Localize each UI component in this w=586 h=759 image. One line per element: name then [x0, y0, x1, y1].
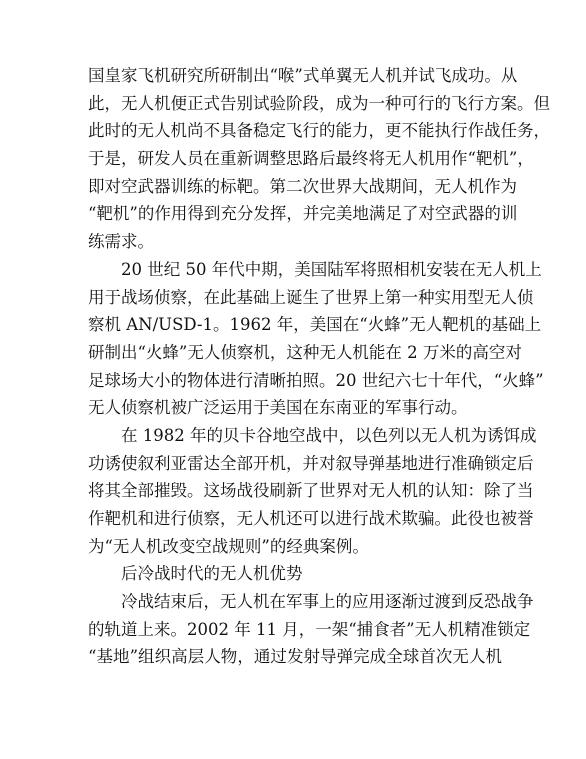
text-line: 将其全部摧毁。这场战役刷新了世界对无人机的认知：除了当 [88, 481, 534, 501]
text-line: 此，无人机便正式告别试验阶段，成为一种可行的飞行方案。但 [88, 93, 550, 113]
text-line: 功诱使叙利亚雷达全部开机，并对叙导弹基地进行准确锁定后 [88, 453, 534, 473]
text-line: 20 世纪 50 年代中期，美国陆军将照相机安装在无人机上 [121, 259, 542, 279]
text-line: 无人侦察机被广泛运用于美国在东南亚的军事行动。 [88, 398, 468, 418]
text-line: 足球场大小的物体进行清晰拍照。20 世纪六七十年代，“火蜂” [88, 370, 544, 390]
text-line: 国皇家飞机研究所研制出“喉”式单翼无人机并试飞成功。从 [88, 66, 518, 85]
body-text [88, 62, 550, 671]
text-line: 练需求。 [88, 232, 154, 252]
text-line: 即对空武器训练的标靶。第二次世界大战期间，无人机作为 [88, 176, 517, 196]
text-line: 于是，研发人员在重新调整思路后最终将无人机用作“靶机”， [88, 149, 534, 169]
text-line: 的轨道上来。2002 年 11 月，一架“捕食者”无人机精准锁定 [88, 619, 531, 639]
text-line: “靶机”的作用得到充分发挥，并完美地满足了对空武器的训 [88, 204, 518, 224]
text-line: “基地”组织高层人物，通过发射导弹完成全球首次无人机 [88, 647, 502, 667]
text-line: 此时的无人机尚不具备稳定飞行的能力，更不能执行作战任务， [88, 121, 550, 141]
text-line: 用于战场侦察，在此基础上诞生了世界上第一种实用型无人侦 [88, 287, 534, 307]
text-line: 冷战结束后，无人机在军事上的应用逐渐过渡到反恐战争 [121, 592, 534, 612]
text-line: 为“无人机改变空战规则”的经典案例。 [88, 536, 369, 556]
text-line: 在 1982 年的贝卡谷地空战中，以色列以无人机为诱饵成 [121, 425, 537, 445]
text-line: 研制出“火蜂”无人侦察机，这种无人机能在 2 万米的高空对 [88, 342, 522, 362]
text-line: 作靶机和进行侦察，无人机还可以进行战术欺骗。此役也被誉 [88, 509, 534, 528]
section-heading: 后冷战时代的无人机优势 [121, 564, 303, 584]
text-line: 察机 AN/USD-1。1962 年，美国在“火蜂”无人靶机的基础上 [88, 315, 542, 335]
